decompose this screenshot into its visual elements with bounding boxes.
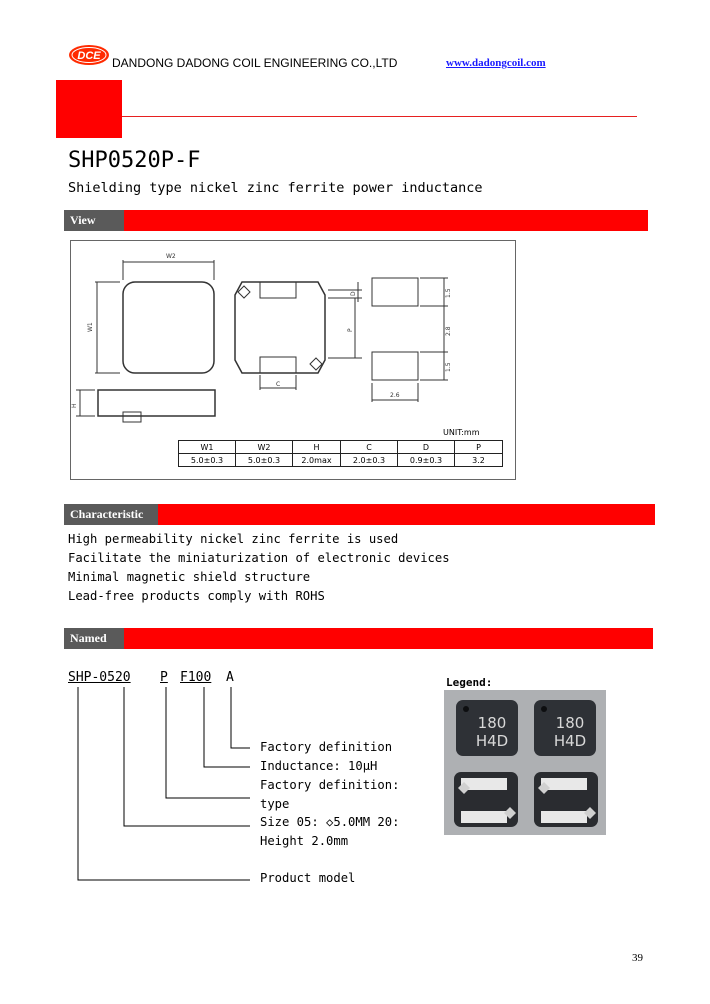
dim-h: H bbox=[71, 403, 78, 408]
dim-w1: W1 bbox=[87, 322, 94, 332]
inductor-bottom-2 bbox=[534, 772, 598, 827]
table-header: P bbox=[455, 441, 503, 454]
product-subtitle: Shielding type nickel zinc ferrite power inductance bbox=[68, 180, 483, 196]
section-label-characteristic: Characteristic bbox=[64, 504, 158, 525]
table-cell: 5.0±0.3 bbox=[236, 454, 293, 467]
page-number: 39 bbox=[632, 952, 643, 964]
table-header: D bbox=[398, 441, 455, 454]
marking-line1: 180 bbox=[477, 714, 507, 732]
section-bar-view bbox=[64, 210, 648, 231]
table-cell: 5.0±0.3 bbox=[179, 454, 236, 467]
dim-p: P bbox=[347, 328, 354, 332]
dim-w2: W2 bbox=[166, 253, 176, 260]
characteristic-item: Minimal magnetic shield structure bbox=[68, 570, 311, 584]
dim-c: C bbox=[276, 381, 281, 388]
naming-leader-lines bbox=[60, 680, 260, 890]
section-label-named: Named bbox=[64, 628, 124, 649]
marking-line2: H4D bbox=[475, 732, 509, 750]
table-cell: 2.0max bbox=[293, 454, 341, 467]
naming-line: type bbox=[260, 797, 290, 811]
characteristic-item: High permeability nickel zinc ferrite is used bbox=[68, 532, 399, 546]
company-logo bbox=[68, 44, 110, 66]
legend-title: Legend: bbox=[446, 676, 493, 689]
naming-line: Size 05: ◇5.0MM 20: bbox=[260, 815, 400, 829]
table-header: W2 bbox=[236, 441, 293, 454]
header-red-block bbox=[56, 80, 122, 138]
table-header: C bbox=[341, 441, 398, 454]
company-name: DANDONG DADONG COIL ENGINEERING CO.,LTD bbox=[112, 56, 398, 70]
section-label-view: View bbox=[64, 210, 124, 231]
unit-label: UNIT:mm bbox=[443, 428, 480, 437]
naming-line: Factory definition bbox=[260, 740, 393, 754]
inductor-bottom-1 bbox=[454, 772, 518, 827]
product-photo bbox=[444, 690, 606, 835]
table-header: H bbox=[293, 441, 341, 454]
naming-line: Factory definition: bbox=[260, 778, 400, 792]
section-bar-characteristic bbox=[64, 504, 655, 525]
table-cell: 2.0±0.3 bbox=[341, 454, 398, 467]
table-header: W1 bbox=[179, 441, 236, 454]
characteristic-item: Facilitate the miniaturization of electronic devices bbox=[68, 551, 450, 565]
characteristic-item: Lead-free products comply with ROHS bbox=[68, 589, 325, 603]
table-cell: 0.9±0.3 bbox=[398, 454, 455, 467]
marking-line1: 180 bbox=[555, 714, 585, 732]
dimension-table bbox=[178, 440, 503, 467]
product-title: SHP0520P-F bbox=[68, 148, 201, 173]
dim-pad-b: 2.8 bbox=[445, 326, 452, 336]
logo-text: DCE bbox=[77, 50, 101, 62]
inductor-top-2 bbox=[534, 700, 596, 756]
naming-line: Inductance: 10μH bbox=[260, 759, 378, 773]
part-code-type: P bbox=[160, 670, 168, 685]
dim-pad-c: 1.5 bbox=[445, 362, 452, 372]
naming-line: Height 2.0mm bbox=[260, 834, 349, 848]
part-code-suffix: A bbox=[226, 670, 234, 685]
naming-line: Product model bbox=[260, 871, 356, 885]
website-link[interactable]: www.dadongcoil.com bbox=[446, 57, 546, 69]
table-cell: 3.2 bbox=[455, 454, 503, 467]
part-code-prefix: SHP-0520 bbox=[68, 670, 131, 685]
section-bar-named bbox=[64, 628, 653, 649]
header-divider bbox=[122, 116, 637, 117]
inductor-top-1 bbox=[456, 700, 518, 756]
marking-line2: H4D bbox=[553, 732, 587, 750]
table-header-row bbox=[179, 441, 503, 454]
part-code-inductance: F100 bbox=[180, 670, 212, 685]
dim-pad-a: 1.5 bbox=[445, 288, 452, 298]
dim-pad-w: 2.6 bbox=[390, 392, 400, 399]
table-row bbox=[179, 454, 503, 467]
dim-d: D bbox=[350, 291, 357, 296]
